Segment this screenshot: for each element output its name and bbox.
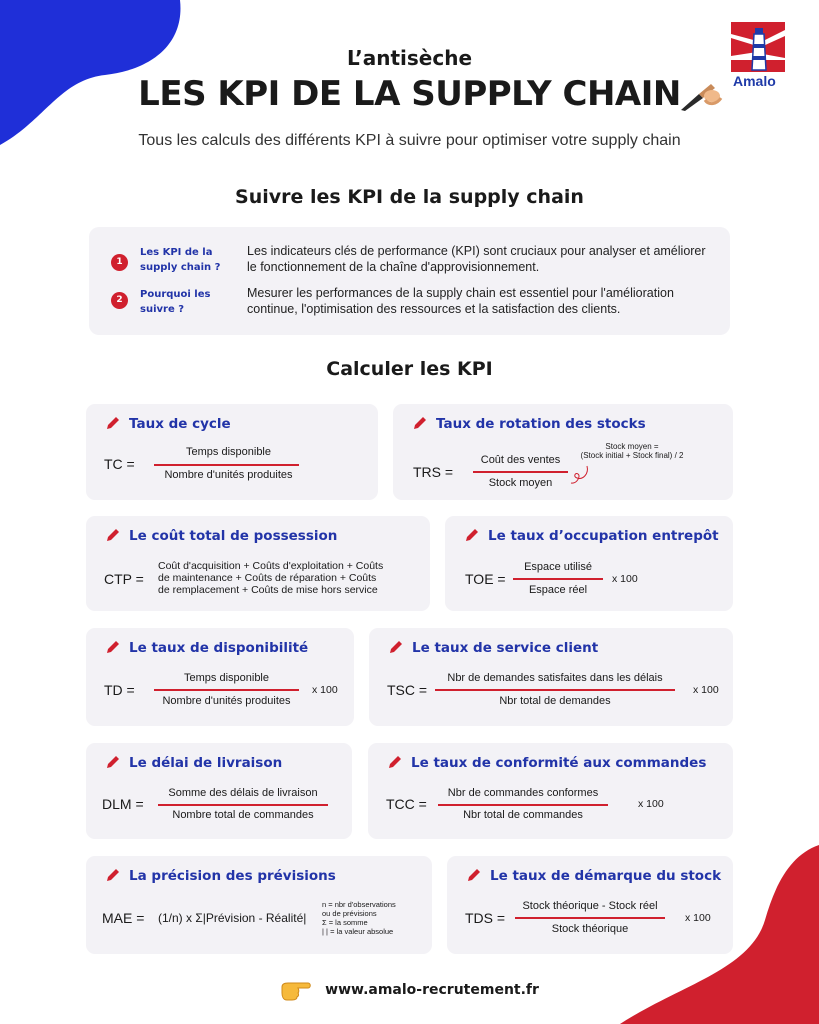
kpi-card-mae: [86, 856, 432, 954]
pencil-icon: [467, 868, 481, 882]
kpi-multiplier: x 100: [693, 684, 719, 696]
kpi-formula: Coût d'acquisition + Coûts d'exploitation + Coûts de maintenance + Coûts de réparation + Coûts de remplacement + Coûts de mise hors service: [158, 560, 384, 596]
writing-hand-icon: [679, 80, 723, 112]
fraction-bar: [158, 804, 328, 806]
kpi-title: Taux de cycle: [129, 416, 231, 432]
kpi-lhs: TRS =: [413, 464, 454, 480]
kpi-lhs: TSC =: [387, 682, 428, 698]
pencil-icon: [413, 416, 427, 430]
curly-arrow-icon: [569, 464, 591, 486]
kpi-card-tc: [86, 404, 378, 500]
kpi-numerator: Somme des délais de livraison: [168, 787, 318, 799]
kpi-numerator: Temps disponible: [184, 672, 269, 684]
kpi-denominator: Nombre total de commandes: [172, 809, 314, 821]
intro-question: Pourquoi les suivre ?: [140, 289, 211, 315]
intro-panel: [89, 227, 730, 335]
kpi-lhs: TC =: [104, 456, 135, 472]
kpi-card-toe: [445, 516, 733, 611]
kpi-card-dlm: [86, 743, 352, 839]
fraction-bar: [473, 471, 568, 473]
kpi-denominator: Nombre d'unités produites: [164, 469, 293, 481]
kpi-title: Le taux de service client: [412, 640, 599, 656]
kpi-multiplier: x 100: [685, 912, 711, 924]
intro-question: Les KPI de la supply chain ?: [140, 247, 221, 273]
page-title: LES KPI DE LA SUPPLY CHAIN: [138, 74, 681, 114]
kpi-denominator: Nbr total de commandes: [463, 809, 583, 821]
kpi-lhs: TCC =: [386, 796, 427, 812]
fraction-bar: [438, 804, 608, 806]
kpi-numerator: Temps disponible: [186, 446, 271, 458]
kpi-numerator: Nbr de demandes satisfaites dans les délais: [447, 672, 663, 684]
kpi-formula: (1/n) x Σ|Prévision - Réalité|: [158, 911, 307, 925]
kpi-denominator: Espace réel: [528, 584, 588, 596]
fraction-bar: [154, 689, 299, 691]
pencil-icon: [389, 640, 403, 654]
amalo-logo-text: Amalo: [733, 73, 776, 89]
fraction-bar: [435, 689, 675, 691]
kpi-lhs: TD =: [104, 682, 135, 698]
number-badge: 2: [111, 292, 128, 309]
kpi-title: Le délai de livraison: [129, 755, 283, 771]
kpi-note: n = nbr d'observations ou de prévisions Σ = la somme | | = la valeur absolue: [322, 900, 396, 936]
kpi-numerator: Nbr de commandes conformes: [447, 787, 599, 799]
kpi-title: Le taux de conformité aux commandes: [411, 755, 707, 771]
kpi-lhs: DLM =: [102, 796, 144, 812]
kpi-card-tds: [447, 856, 733, 954]
kpi-title: Taux de rotation des stocks: [436, 416, 646, 432]
kpi-lhs: MAE =: [102, 910, 145, 926]
section-title-calc: Calculer les KPI: [326, 358, 493, 380]
kpi-title: Le coût total de possession: [129, 528, 338, 544]
fraction-bar: [515, 917, 665, 919]
kpi-lhs: CTP =: [104, 571, 144, 587]
section-title-follow: Suivre les KPI de la supply chain: [235, 186, 584, 208]
footer: [0, 979, 819, 1001]
kpi-title: Le taux de disponibilité: [129, 640, 309, 656]
kpi-lhs: TOE =: [465, 571, 506, 587]
pencil-icon: [465, 528, 479, 542]
kpi-lhs: TDS =: [465, 910, 506, 926]
kpi-card-ctp: [86, 516, 430, 611]
kpi-card-tcc: [368, 743, 733, 839]
kpi-numerator: Coût des ventes: [480, 454, 561, 466]
kpi-multiplier: x 100: [638, 798, 664, 810]
pencil-icon: [106, 868, 120, 882]
pencil-icon: [388, 755, 402, 769]
page-subtitle: Tous les calculs des différents KPI à suivre pour optimiser votre supply chain: [138, 132, 681, 149]
kpi-title: La précision des prévisions: [129, 868, 336, 884]
pointing-hand-icon: [280, 979, 312, 1001]
pencil-icon: [106, 755, 120, 769]
kpi-numerator: Espace utilisé: [524, 561, 592, 573]
kpi-note: Stock moyen = (Stock initial + Stock final) / 2: [580, 442, 684, 460]
fraction-bar: [154, 464, 299, 466]
kpi-denominator: Nombre d'unités produites: [162, 695, 291, 707]
intro-answer: Les indicateurs clés de performance (KPI) sont cruciaux pour analyser et améliorer le fonctionnement de la chaîne d'approvisionnement.: [247, 244, 706, 274]
pencil-icon: [106, 528, 120, 542]
kpi-denominator: Stock théorique: [551, 923, 629, 935]
supertitle: L’antisèche: [346, 46, 473, 70]
website-link[interactable]: www.amalo-recrutement.fr: [325, 982, 539, 998]
kpi-multiplier: x 100: [312, 684, 338, 696]
kpi-denominator: Stock moyen: [488, 477, 553, 489]
kpi-denominator: Nbr total de demandes: [499, 695, 611, 707]
kpi-card-td: [86, 628, 354, 726]
kpi-numerator: Stock théorique - Stock réel: [522, 900, 658, 912]
kpi-card-trs: [393, 404, 733, 500]
intro-answer: Mesurer les performances de la supply chain est essentiel pour l'amélioration continue, l'optimisation des ressources et la satisfaction des clients.: [247, 286, 674, 316]
pencil-icon: [106, 640, 120, 654]
kpi-title: Le taux de démarque du stock: [490, 868, 722, 884]
kpi-card-tsc: [369, 628, 733, 726]
kpi-multiplier: x 100: [612, 573, 638, 585]
pencil-icon: [106, 416, 120, 430]
number-badge: 1: [111, 254, 128, 271]
kpi-title: Le taux d’occupation entrepôt: [488, 528, 719, 544]
fraction-bar: [513, 578, 603, 580]
